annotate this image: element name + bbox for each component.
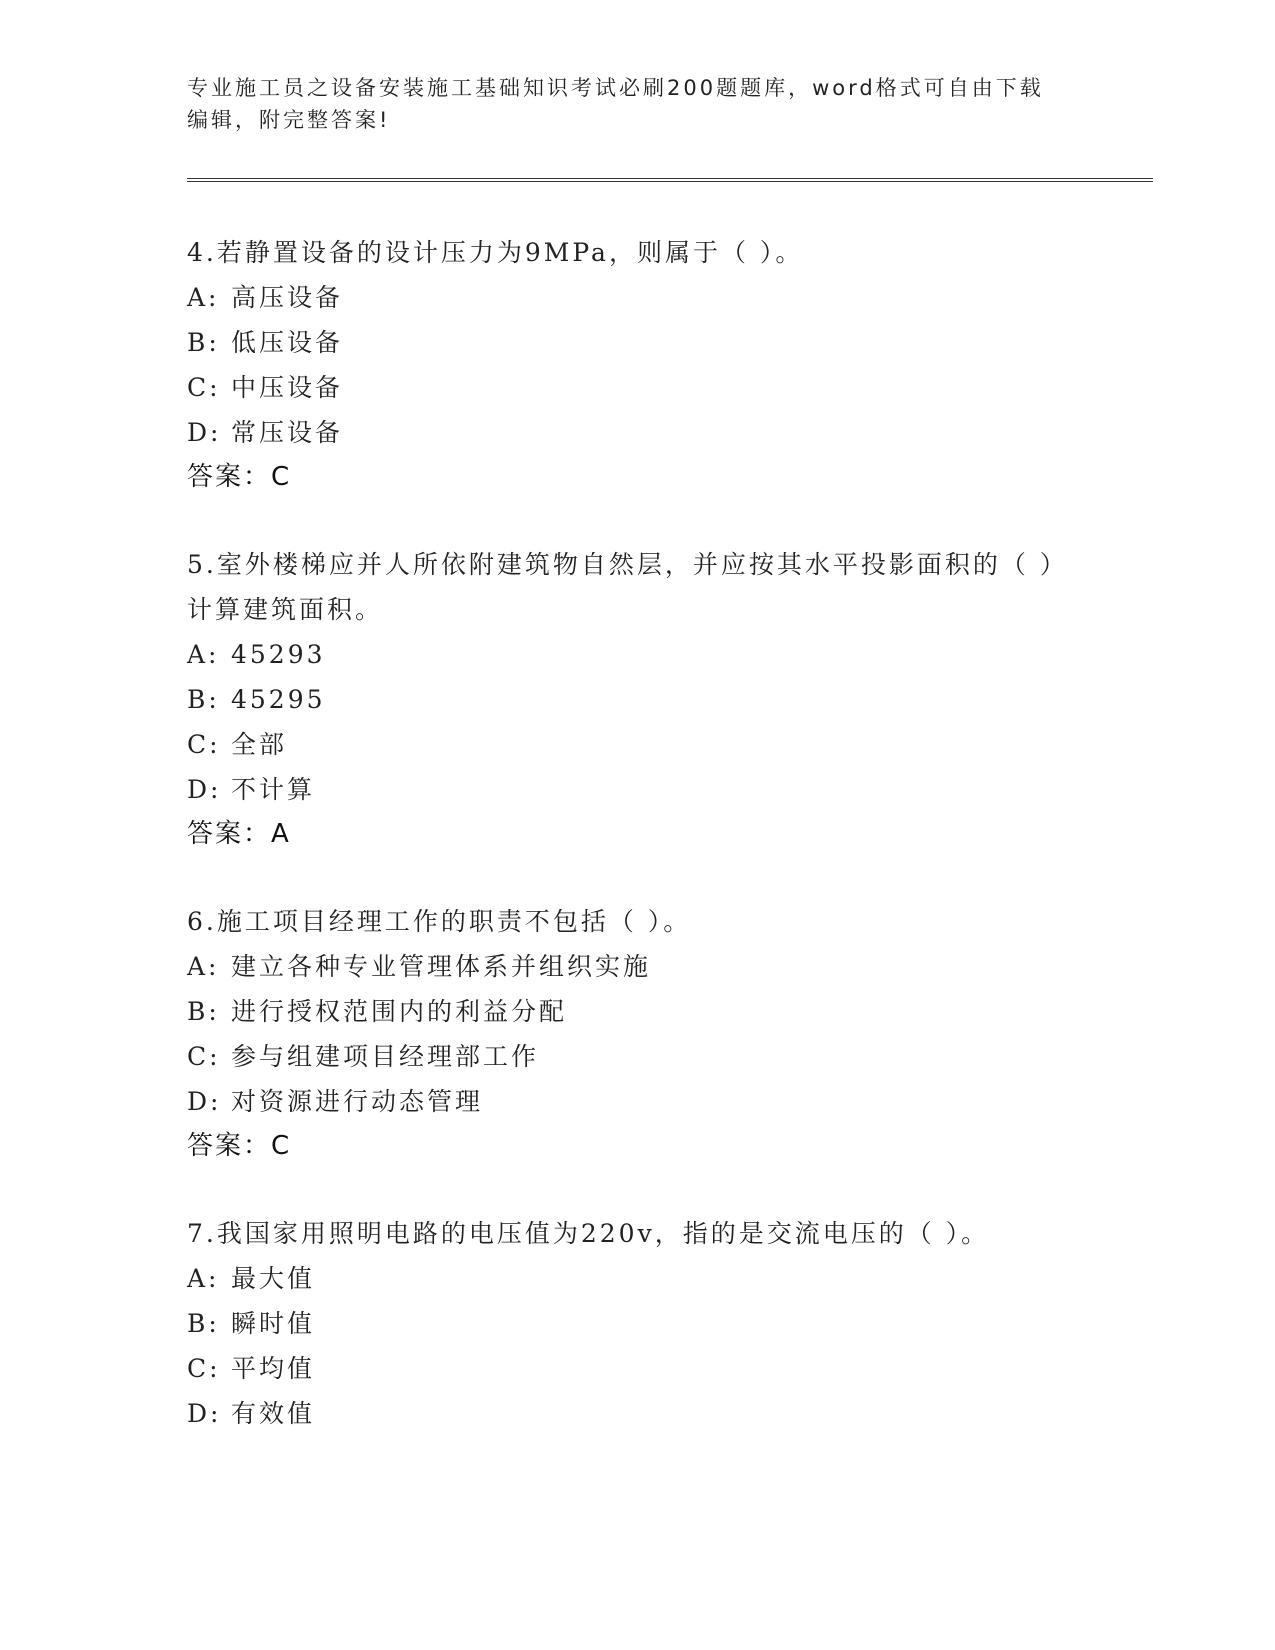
question-stem: 6.施工项目经理工作的职责不包括（ ）。	[187, 907, 692, 936]
answer-label: 答案：C	[187, 462, 292, 492]
option-a	[187, 1256, 1067, 1301]
option-text: 中压设备	[231, 373, 344, 402]
option-letter: C:	[187, 730, 221, 759]
question-stem: 7.我国家用照明电路的电压值为220v，指的是交流电压的（ ）。	[187, 1219, 990, 1248]
option-a	[187, 275, 1067, 320]
option-letter: D:	[187, 1399, 222, 1428]
option-letter: C:	[187, 373, 221, 402]
option-a	[187, 944, 1067, 989]
option-text: 全部	[231, 730, 288, 759]
option-d	[187, 1079, 1067, 1124]
option-letter: B:	[187, 328, 220, 357]
option-letter: A:	[187, 952, 220, 981]
option-c	[187, 722, 1067, 767]
option-c	[187, 365, 1067, 410]
option-letter: D:	[187, 775, 222, 804]
option-b	[187, 989, 1067, 1034]
option-text: 45293	[231, 640, 326, 669]
option-letter: D:	[187, 418, 222, 447]
header-line-2: 编辑，附完整答案!	[187, 108, 391, 132]
option-text: 最大值	[231, 1264, 316, 1293]
option-d	[187, 1391, 1067, 1436]
option-text: 参与组建项目经理部工作	[231, 1042, 540, 1071]
header-line-1: 专业施工员之设备安装施工基础知识考试必刷200题题库，word格式可自由下载	[187, 76, 1044, 100]
question-6	[187, 899, 1067, 1169]
option-text: 进行授权范围内的利益分配	[231, 997, 568, 1026]
header-divider	[187, 178, 1153, 182]
option-b	[187, 1301, 1067, 1346]
option-letter: B:	[187, 1309, 220, 1338]
option-text: 有效值	[231, 1399, 316, 1428]
option-text: 常压设备	[231, 418, 344, 447]
question-7	[187, 1211, 1067, 1436]
option-b	[187, 320, 1067, 365]
option-c	[187, 1034, 1067, 1079]
option-d	[187, 767, 1067, 812]
option-text: 瞬时值	[231, 1309, 316, 1338]
answer-label: 答案：A	[187, 819, 291, 849]
option-d	[187, 410, 1067, 455]
document-header	[187, 72, 1087, 136]
option-letter: B:	[187, 685, 220, 714]
option-text: 低压设备	[231, 328, 344, 357]
question-4	[187, 230, 1067, 500]
option-letter: C:	[187, 1354, 221, 1383]
option-letter: A:	[187, 283, 220, 312]
option-text: 平均值	[231, 1354, 316, 1383]
option-b	[187, 677, 1067, 722]
option-c	[187, 1346, 1067, 1391]
option-text: 45295	[231, 685, 326, 714]
option-text: 高压设备	[231, 283, 344, 312]
option-text: 不计算	[231, 775, 316, 804]
answer-label: 答案：C	[187, 1131, 292, 1161]
option-letter: D:	[187, 1087, 222, 1116]
option-letter: A:	[187, 1264, 220, 1293]
option-a	[187, 632, 1067, 677]
option-letter: C:	[187, 1042, 221, 1071]
option-letter: B:	[187, 997, 220, 1026]
option-text: 对资源进行动态管理	[231, 1087, 484, 1116]
question-stem: 4.若静置设备的设计压力为9MPa，则属于（ ）。	[187, 238, 804, 267]
question-stem: 5.室外楼梯应并人所依附建筑物自然层，并应按其水平投影面积的（ ）计算建筑面积。	[187, 550, 1056, 624]
option-letter: A:	[187, 640, 220, 669]
option-text: 建立各种专业管理体系并组织实施	[231, 952, 652, 981]
question-5	[187, 542, 1067, 857]
question-list	[187, 230, 1067, 1478]
